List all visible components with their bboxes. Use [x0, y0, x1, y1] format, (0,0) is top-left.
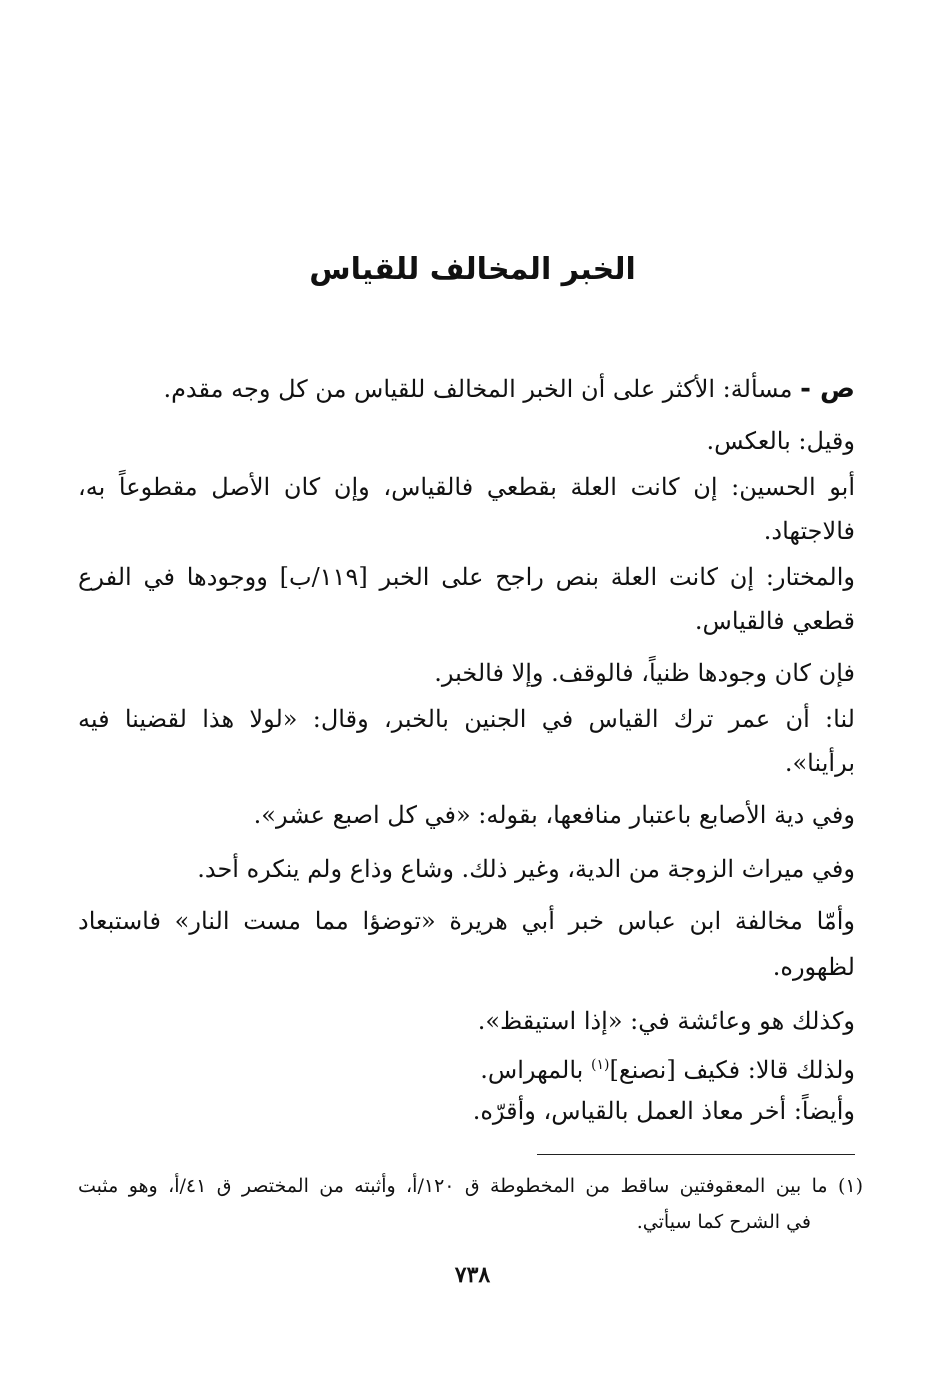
masala-text: مسألة: الأكثر على أن الخبر المخالف للقياس من كل وجه مقدم.	[163, 375, 793, 403]
text-line-11: وفي ميراث الزوجة من الدية، وغير ذلك. وشاع وذاع ولم ينكره أحد.	[197, 855, 855, 883]
text-line-16: وأيضاً: أخر معاذ العمل بالقياس، وأقرّه.	[472, 1097, 855, 1125]
text-line-2: وقيل: بالعكس.	[706, 427, 855, 455]
text-line-4: فالاجتهاد.	[763, 517, 855, 545]
text-line-14: وكذلك هو وعائشة في: «إذا استيقظ».	[477, 1007, 855, 1035]
text-line-15	[480, 1048, 855, 1087]
line-15-start: ولذلك قالا: فكيف [نصنع]	[609, 1056, 855, 1084]
text-line-9: برأينا».	[784, 749, 855, 777]
text-line-3: أبو الحسين: إن كانت العلة بقطعي فالقياس، وإن كان الأصل مقطوعاً به،	[78, 473, 855, 501]
text-line-6: قطعي فالقياس.	[694, 607, 855, 635]
text-line-12: وأمّا مخالفة ابن عباس خبر أبي هريرة «توضؤا مما مست النار» فاستبعاد	[78, 907, 855, 935]
footnote-ref: (١)	[591, 1057, 610, 1073]
footnote-line-1: (١) ما بين المعقوفتين ساقط من المخطوطة ق ١٢٠/أ، وأثبته من المختصر ق ٤١/أ، وهو مثبت	[78, 1175, 863, 1197]
line-15-end: بالمهراس.	[480, 1056, 591, 1084]
footnote-line-2: في الشرح كما سيأتي.	[636, 1211, 811, 1233]
text-line-13: لظهوره.	[772, 953, 855, 981]
page-number: ٧٣٨	[454, 1262, 491, 1288]
text-line-7: فإن كان وجودها ظنياً، فالوقف. وإلا فالخبر.	[434, 659, 855, 687]
text-line-10: وفي دية الأصابع باعتبار منافعها، بقوله: «في كل اصبع عشر».	[253, 801, 855, 829]
section-title: الخبر المخالف للقياس	[309, 252, 636, 287]
text-line-8: لنا: أن عمر ترك القياس في الجنين بالخبر، وقال: «لولا هذا لقضينا فيه	[78, 705, 855, 733]
text-line-5: والمختار: إن كانت العلة بنص راجح على الخبر [١١٩/ب] ووجودها في الفرع	[78, 563, 855, 591]
paragraph-masala	[163, 372, 855, 406]
sad-marker: ص -	[800, 374, 855, 404]
footnote-divider	[537, 1154, 855, 1155]
